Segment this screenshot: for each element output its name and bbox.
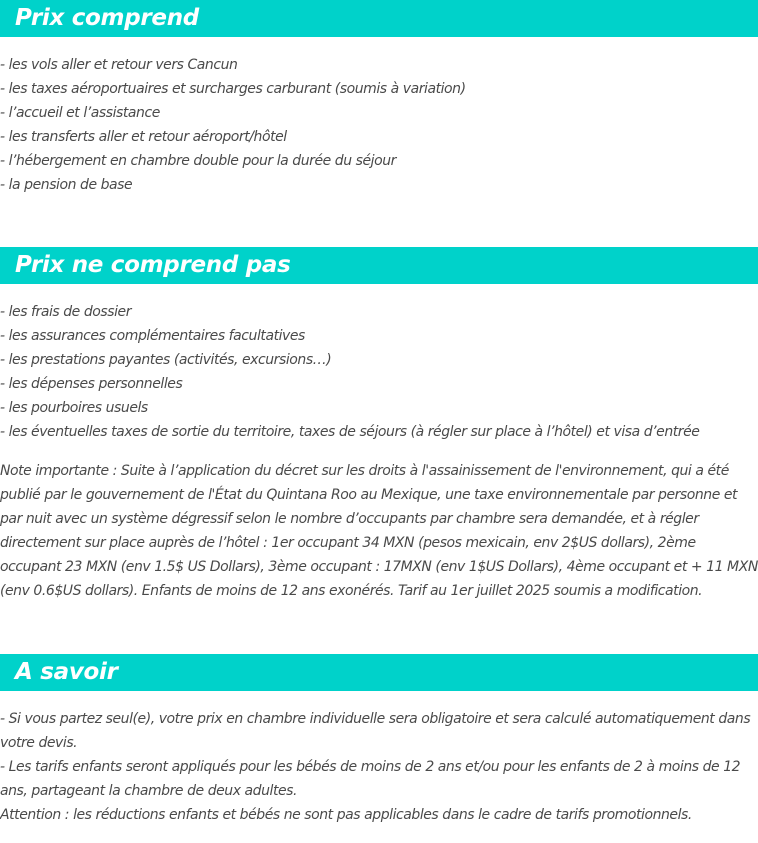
list-item: - les éventuelles taxes de sortie du territoire, taxes de séjours (à régler sur place à l’hôtel) et visa d’entrée	[0, 424, 700, 440]
section-title: A savoir	[15, 659, 118, 685]
attention-paragraph: Attention : les réductions enfants et bébés ne sont pas applicables dans le cadre de tarifs promotionnels.	[0, 807, 692, 823]
list-item: - les prestations payantes (activités, excursions…)	[0, 352, 332, 368]
list-item: - les taxes aéroportuaires et surcharges carburant (soumis à variation)	[0, 81, 466, 97]
section-a-savoir	[0, 654, 758, 827]
section-header-prix-comprend	[0, 0, 758, 37]
list-item: - la pension de base	[0, 177, 133, 193]
section-header-prix-ne-comprend-pas	[0, 247, 758, 284]
excluded-list	[0, 300, 758, 444]
info-paragraph: - Si vous partez seul(e), votre prix en chambre individuelle sera obligatoire et sera calculé automatiquement dans votre devis.	[0, 711, 751, 751]
included-list	[0, 53, 758, 197]
list-item: - les assurances complémentaires facultatives	[0, 328, 305, 344]
list-item: - les dépenses personnelles	[0, 376, 183, 392]
list-item: - l’accueil et l’assistance	[0, 105, 160, 121]
section-title: Prix ne comprend pas	[15, 252, 291, 278]
a-savoir-body	[0, 707, 758, 827]
section-prix-ne-comprend-pas	[0, 247, 758, 603]
info-paragraph: - Les tarifs enfants seront appliqués pour les bébés de moins de 2 ans et/ou pour les enfants de 2 à moins de 12 ans, partageant la chambre de deux adultes.	[0, 759, 741, 799]
section-title: Prix comprend	[15, 5, 199, 31]
list-item: - les pourboires usuels	[0, 400, 148, 416]
list-item: - les vols aller et retour vers Cancun	[0, 57, 238, 73]
section-header-a-savoir	[0, 654, 758, 691]
list-item: - l’hébergement en chambre double pour la durée du séjour	[0, 153, 396, 169]
list-item: - les transferts aller et retour aéroport/hôtel	[0, 129, 287, 145]
important-note: Note importante : Suite à l’application du décret sur les droits à l'assainissement de l'environnement, qui a été publié par le gouvernement de l'État du Quintana Roo au Mexique, une taxe environnementale par personne et par nuit avec un système dégressif selon le nombre d’occupants par chambre sera demandée, et à régler directement sur place auprès de l’hôtel : 1er occupant 34 MXN (pesos mexicain, env 2$US dollars), 2ème occupant 23 MXN (env 1.5$ US Dollars), 3ème occupant : 17MXN (env 1$US Dollars), 4ème occupant et + 11 MXN (env 0.6$US dollars). Enfants de moins de 12 ans exonérés. Tarif au 1er juillet 2025 soumis a modification.	[0, 463, 758, 599]
list-item: - les frais de dossier	[0, 304, 131, 320]
section-prix-comprend	[0, 0, 758, 197]
